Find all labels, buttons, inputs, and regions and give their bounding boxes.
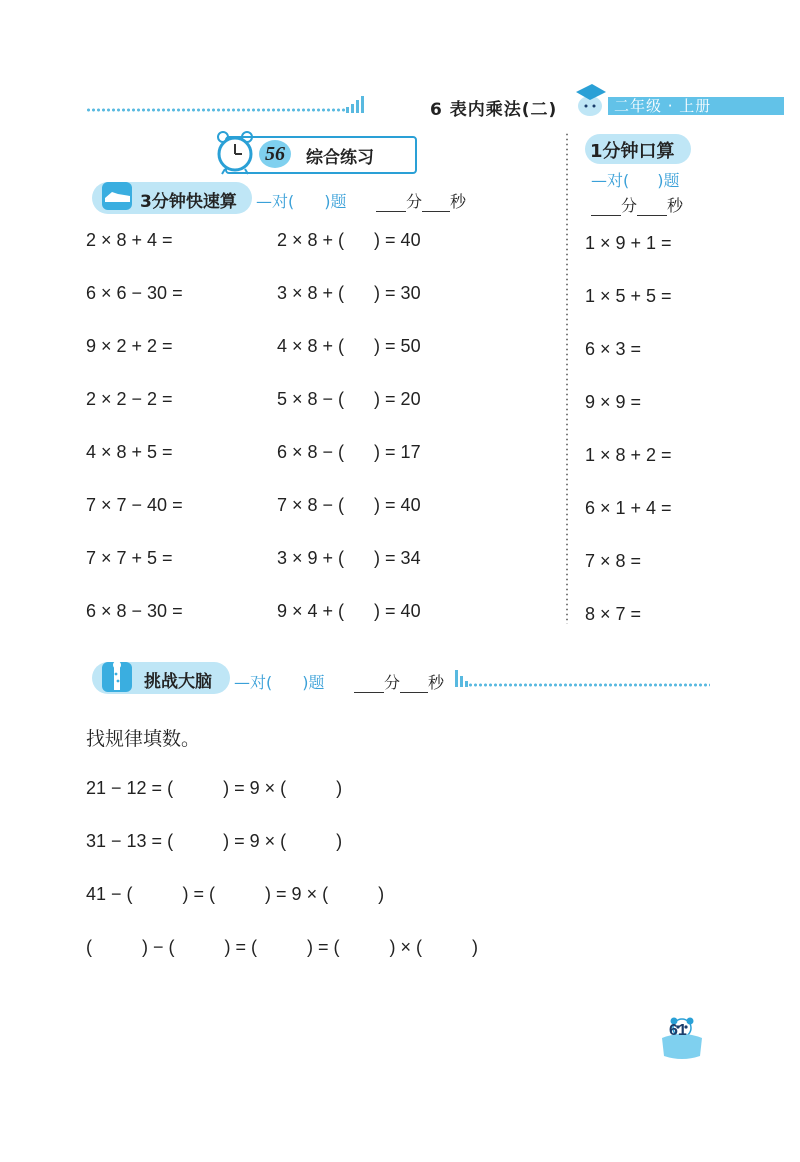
oral-correct-prefix: —对( <box>591 171 630 190</box>
grade-label: 二年级 · 上册 <box>614 97 712 115</box>
oral-timer <box>591 193 683 216</box>
col1-eq-8: 6 × 8 − 30 = <box>86 601 183 621</box>
speed-correct-suffix: )题 <box>324 192 347 211</box>
col2-eq-4: 5 × 8 − ( ) = 20 <box>277 389 421 409</box>
col3-eq-2: 1 × 5 + 5 = <box>585 286 672 306</box>
col1-eq-1: 2 × 8 + 4 = <box>86 230 173 250</box>
puzzle-line-4: ( ) − ( ) = ( ) = ( ) × ( ) <box>86 937 479 957</box>
col1-eq-3: 9 × 2 + 2 = <box>86 336 173 356</box>
col3-eq-8: 8 × 7 = <box>585 604 642 624</box>
challenge-bars-icon <box>455 668 469 688</box>
col2-eq-3: 4 × 8 + ( ) = 50 <box>277 336 421 356</box>
giraffe-icon <box>96 656 136 696</box>
col2-eq-1: 2 × 8 + ( ) = 40 <box>277 230 421 250</box>
speed-seconds-blank[interactable] <box>422 193 450 212</box>
oral-minutes-unit: 分 <box>621 196 638 215</box>
oral-correct-suffix: )题 <box>657 171 680 190</box>
col1-eq-4: 2 × 2 − 2 = <box>86 389 173 409</box>
col1-eq-6: 7 × 7 − 40 = <box>86 495 183 515</box>
col2-eq-2: 3 × 8 + ( ) = 30 <box>277 283 421 303</box>
chapter-title: 6 表内乘法(二) <box>430 100 558 120</box>
challenge-correct-suffix: )题 <box>302 673 325 692</box>
challenge-dotted-rule <box>468 683 710 687</box>
speed-minutes-unit: 分 <box>406 192 423 211</box>
header-bars-icon <box>345 94 365 114</box>
challenge-minutes-blank[interactable] <box>354 674 384 693</box>
oral-correct-count <box>591 168 680 191</box>
column-divider <box>566 132 568 624</box>
col2-eq-6: 7 × 8 − ( ) = 40 <box>277 495 421 515</box>
challenge-section-label: 挑战大脑 <box>144 672 212 692</box>
puzzle-line-1: 21 − 12 = ( ) = 9 × ( ) <box>86 778 343 798</box>
sneaker-icon <box>96 178 136 214</box>
speed-seconds-unit: 秒 <box>450 192 467 211</box>
col2-eq-5: 6 × 8 − ( ) = 17 <box>277 442 421 462</box>
col2-eq-8: 9 × 4 + ( ) = 40 <box>277 601 421 621</box>
speed-timer <box>376 189 466 212</box>
lesson-title: 综合练习 <box>306 148 374 168</box>
oral-seconds-blank[interactable] <box>637 197 667 216</box>
col3-eq-3: 6 × 3 = <box>585 339 642 359</box>
challenge-minutes-unit: 分 <box>384 673 401 692</box>
oral-section-label: 1分钟口算 <box>590 141 675 162</box>
speed-correct-count <box>256 189 347 212</box>
oral-seconds-unit: 秒 <box>667 196 684 215</box>
col1-eq-7: 7 × 7 + 5 = <box>86 548 173 568</box>
challenge-correct-prefix: —对( <box>234 673 273 692</box>
alarm-clock-icon <box>213 130 257 176</box>
col2-eq-7: 3 × 9 + ( ) = 34 <box>277 548 421 568</box>
oral-minutes-blank[interactable] <box>591 197 621 216</box>
col3-eq-5: 1 × 8 + 2 = <box>585 445 672 465</box>
challenge-seconds-unit: 秒 <box>428 673 445 692</box>
speed-section-label: 3分钟快速算 <box>140 192 237 212</box>
challenge-seconds-blank[interactable] <box>400 674 428 693</box>
col1-eq-5: 4 × 8 + 5 = <box>86 442 173 462</box>
puzzle-title: 找规律填数。 <box>86 728 201 750</box>
puzzle-line-2: 31 − 13 = ( ) = 9 × ( ) <box>86 831 343 851</box>
page-number: 61 <box>669 1022 687 1039</box>
speed-correct-prefix: —对( <box>256 192 295 211</box>
graduation-cap-icon <box>570 80 610 120</box>
col3-eq-7: 7 × 8 = <box>585 551 642 571</box>
puzzle-line-3: 41 − ( ) = ( ) = 9 × ( ) <box>86 884 385 904</box>
challenge-correct-count <box>234 670 325 693</box>
col1-eq-2: 6 × 6 − 30 = <box>86 283 183 303</box>
col3-eq-4: 9 × 9 = <box>585 392 642 412</box>
col3-eq-1: 1 × 9 + 1 = <box>585 233 672 253</box>
header-dotted-rule <box>86 108 348 112</box>
lesson-number: 56 <box>259 140 291 168</box>
challenge-timer <box>354 670 444 693</box>
col3-eq-6: 6 × 1 + 4 = <box>585 498 672 518</box>
speed-minutes-blank[interactable] <box>376 193 406 212</box>
